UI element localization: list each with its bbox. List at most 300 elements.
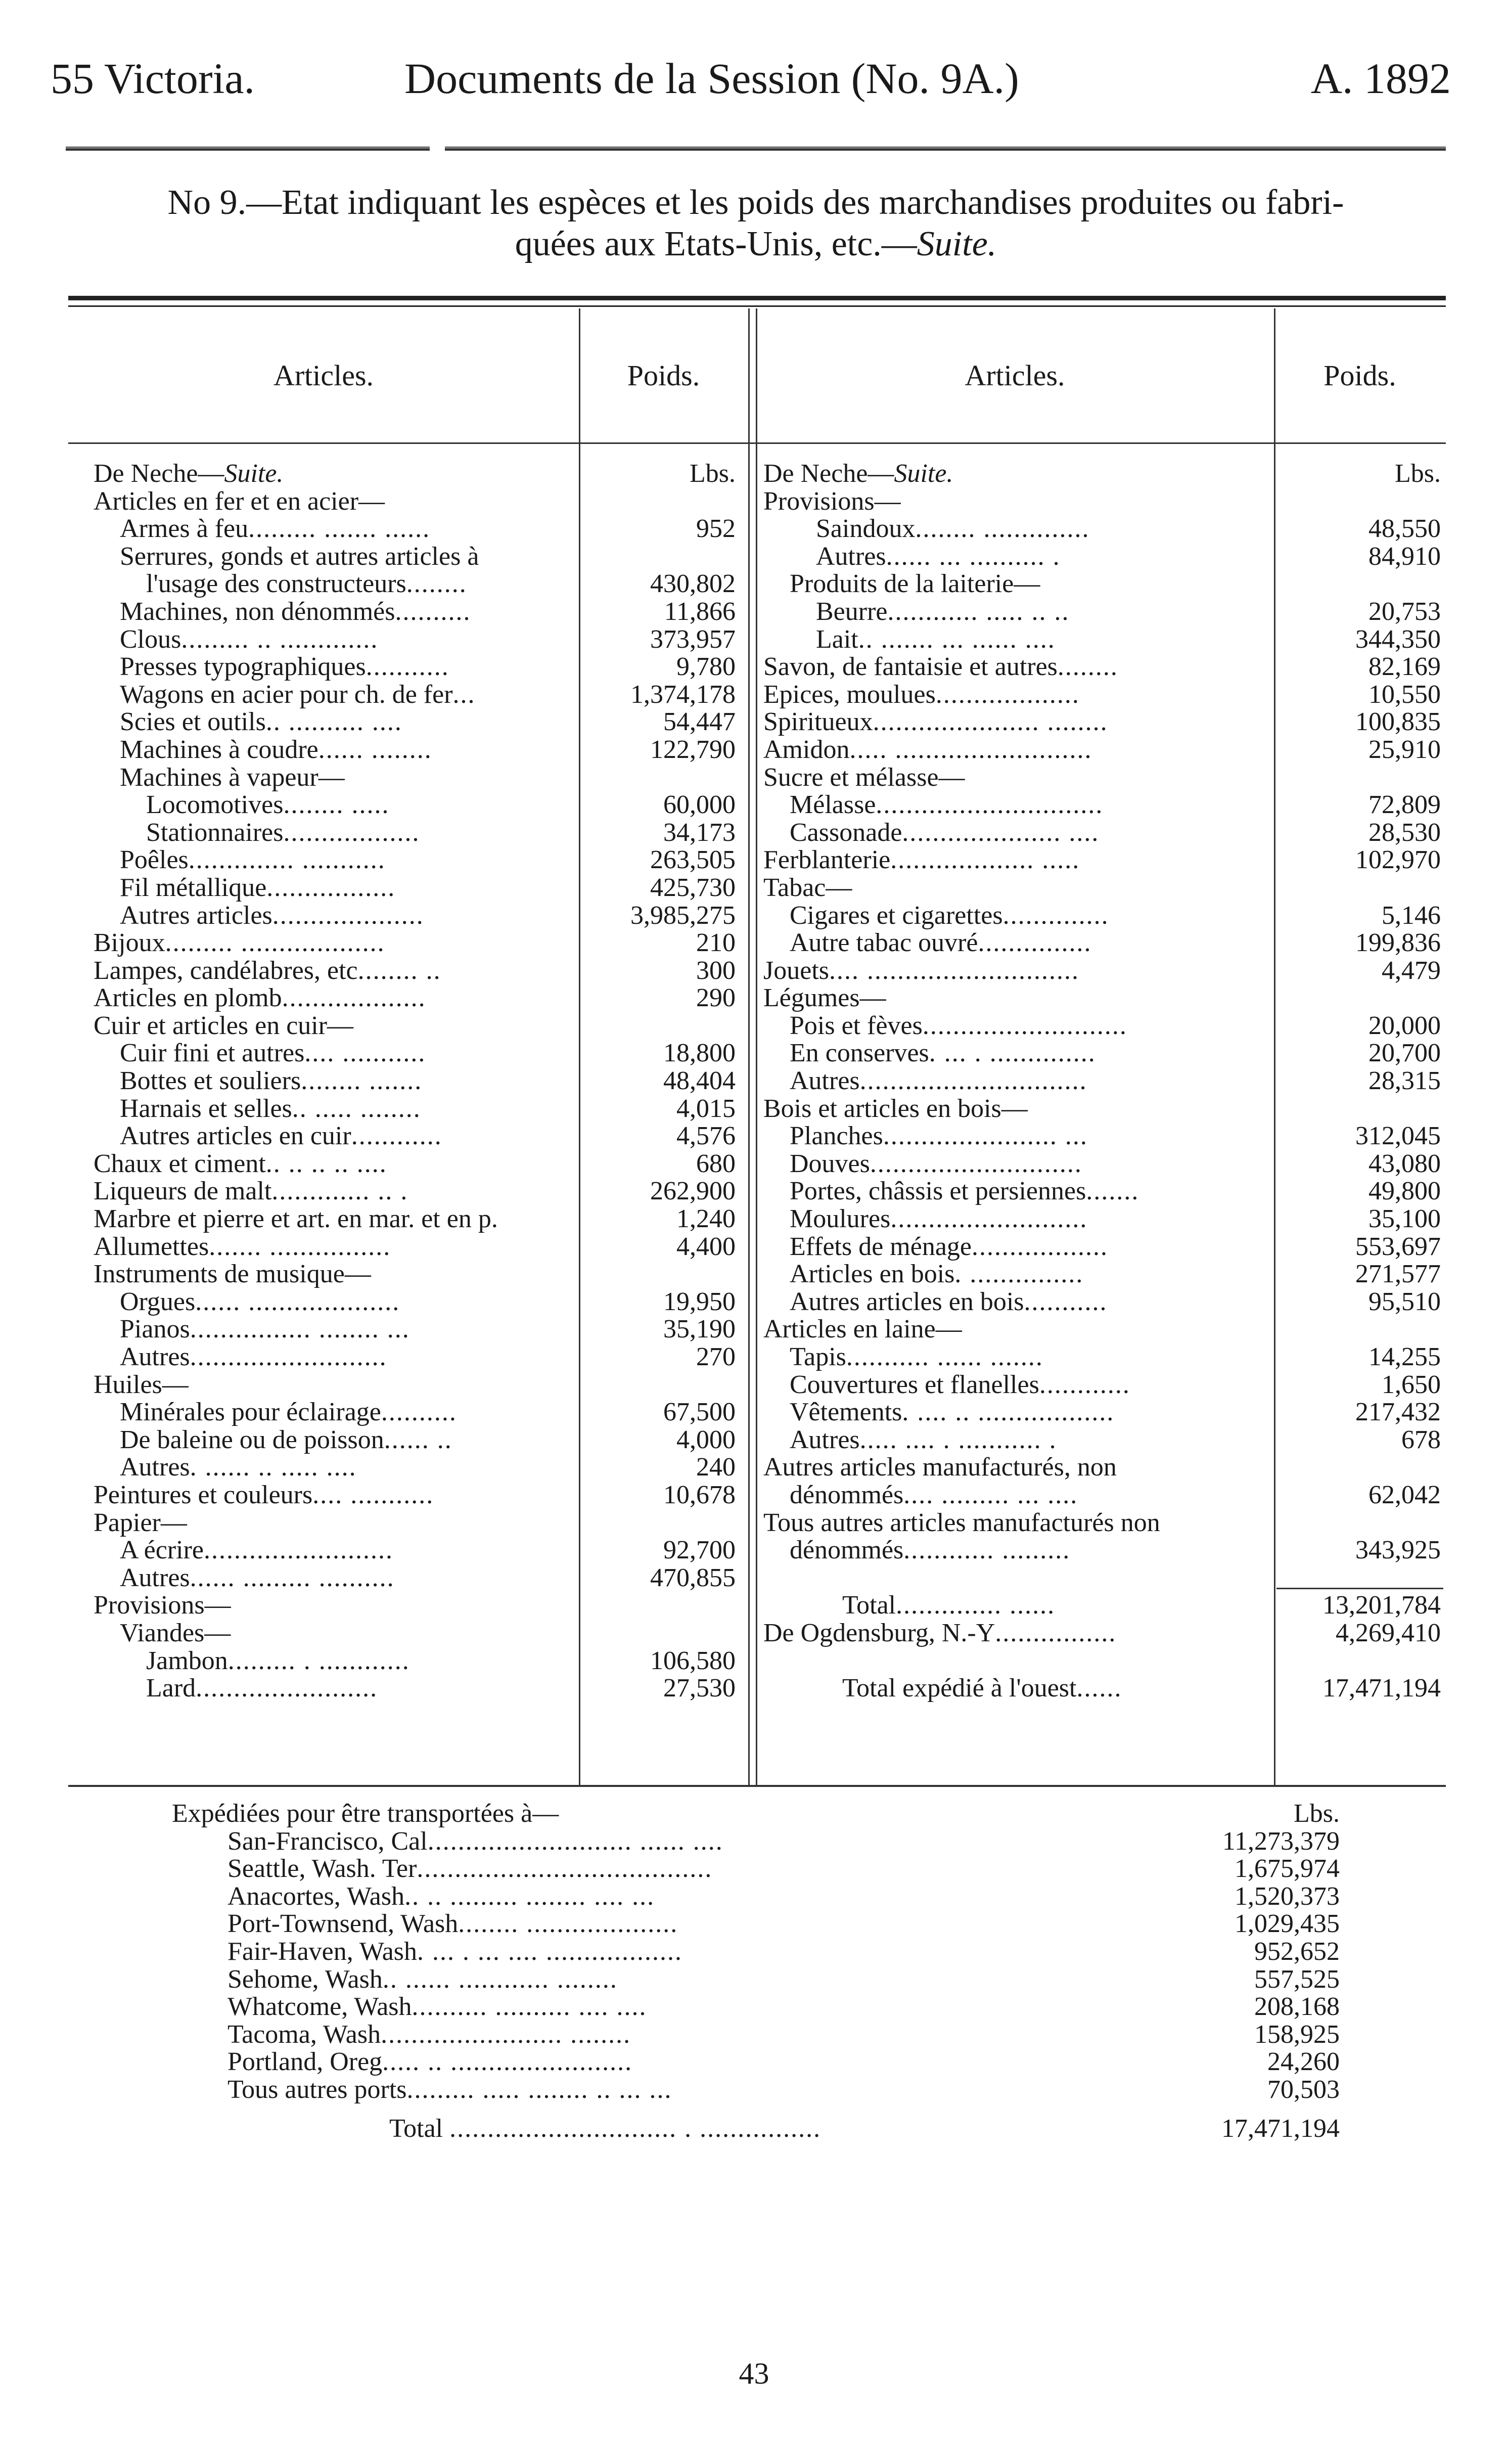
article-text: Articles en plomb	[94, 983, 282, 1013]
weight-value: 290	[696, 983, 736, 1013]
table-row	[94, 1620, 576, 1647]
weight-value: 54,447	[663, 707, 736, 737]
article-text: Peintures et couleurs	[94, 1480, 313, 1509]
article-label	[94, 1123, 442, 1150]
shipment-destination: San-Francisco, Cal	[227, 1826, 428, 1856]
leader-dots: ..................	[283, 818, 420, 847]
table-row	[94, 1261, 576, 1288]
weight-value: 952	[696, 514, 736, 544]
leader-dots: ...... ... .......... .	[886, 542, 1061, 571]
table-row	[94, 1592, 576, 1620]
article-label	[94, 1564, 395, 1592]
leader-dots: ....................... ...	[883, 1122, 1088, 1151]
table-row	[763, 1261, 1271, 1288]
leader-dots: ........	[1057, 652, 1118, 682]
article-label	[763, 1288, 1108, 1316]
leader-dots: ........................... ...... ....	[427, 1826, 723, 1856]
article-text: Portes, châssis et persiennes	[790, 1177, 1086, 1206]
article-text: Machines, non dénommés	[120, 597, 395, 626]
weight-value: 34,173	[663, 818, 736, 847]
table-row	[94, 791, 576, 819]
article-text: Tabac—	[763, 873, 852, 902]
article-label	[763, 1371, 1130, 1399]
weight-value	[1276, 1316, 1441, 1343]
leader-dots: ......... ....... ......	[248, 514, 431, 544]
table-row	[94, 598, 576, 626]
leader-dots: . ... . ..............	[929, 1039, 1096, 1068]
article-text: Lard	[146, 1674, 196, 1703]
article-label	[94, 1288, 400, 1316]
weight-value	[1276, 488, 1441, 516]
title-line-2-italic: Suite.	[917, 225, 997, 263]
leader-dots: .. ....... ... ...... ....	[858, 624, 1056, 654]
weight-value: 344,350	[1355, 624, 1441, 654]
weight-value: 20,000	[1368, 1011, 1441, 1040]
article-text: Couvertures et flanelles	[790, 1370, 1039, 1399]
weight-value	[581, 1261, 736, 1288]
article-label	[94, 1233, 391, 1261]
article-label	[94, 1316, 410, 1343]
weight-value	[581, 1371, 736, 1399]
weight-value: 4,000	[676, 1425, 736, 1454]
table-row	[94, 819, 576, 847]
leader-dots: ........	[406, 569, 467, 599]
weight-value: 43,080	[1368, 1149, 1441, 1178]
weight-value: 48,404	[663, 1066, 736, 1096]
shipment-destination-group	[227, 1883, 655, 1911]
shipments-total-dots: .............................. . ................	[449, 2114, 821, 2143]
leader-dots: ...	[452, 680, 476, 709]
article-label	[763, 1261, 1083, 1288]
table-row	[94, 1675, 576, 1703]
article-text: dénommés	[790, 1536, 904, 1565]
column-divider	[579, 308, 580, 1785]
shipment-destination-group	[227, 1828, 723, 1856]
shipment-destination-group	[227, 2048, 632, 2076]
table-row	[763, 1509, 1271, 1537]
article-label	[94, 1647, 410, 1675]
article-label	[94, 1620, 231, 1647]
weight-value: 3,985,275	[630, 901, 736, 930]
leader-dots: ...........................	[922, 1011, 1127, 1040]
table-row	[94, 1205, 576, 1233]
weight-value: 210	[696, 928, 736, 958]
table-row	[94, 846, 576, 874]
table-row	[94, 1343, 576, 1371]
title-line-2-main: quées aux Etats-Unis, etc.—	[515, 225, 917, 263]
article-text: Autres articles	[120, 901, 272, 930]
leader-dots: .. .. ......... ........ .... ...	[404, 1881, 655, 1911]
leader-dots: .. .. .. .. ....	[265, 1149, 387, 1178]
article-text: Machines à vapeur—	[120, 763, 345, 792]
weight-value: 14,255	[1368, 1342, 1441, 1371]
article-label	[763, 1012, 1127, 1040]
leader-dots: .. ...... ............ ........	[382, 1964, 618, 1994]
shipment-weight: 208,168	[1254, 1992, 1340, 2022]
weight-value: 4,576	[676, 1122, 736, 1151]
article-text: Mélasse	[790, 790, 876, 820]
article-text: Armes à feu	[120, 514, 249, 544]
table-row	[763, 598, 1271, 626]
article-label	[94, 570, 467, 598]
table-row	[763, 1095, 1271, 1123]
subtotal-rule	[1276, 1588, 1443, 1589]
shipment-row	[172, 1883, 1340, 1911]
shipment-weight: 1,029,435	[1235, 1909, 1340, 1939]
header-articles-right: Articles.	[965, 359, 1065, 392]
table-row	[763, 488, 1271, 516]
table-row	[94, 1123, 576, 1150]
weight-value: 62,042	[1368, 1480, 1441, 1509]
article-text: Lampes, candélabres, etc	[94, 956, 358, 985]
article-text: Moulures	[790, 1204, 891, 1234]
article-label	[94, 653, 449, 681]
table-row	[763, 1647, 1271, 1675]
table-row	[763, 460, 1271, 488]
leader-dots: ...................... ........	[873, 707, 1108, 737]
weight-value: 5,146	[1382, 901, 1441, 930]
article-label	[763, 570, 1040, 598]
article-text: Provisions—	[763, 486, 901, 516]
leader-dots: ................... .....	[890, 845, 1080, 875]
article-text: Autres	[790, 1066, 860, 1096]
table-row	[763, 874, 1271, 902]
table-row	[94, 902, 576, 930]
leader-dots: ............	[1039, 1370, 1130, 1399]
leader-dots: ............................	[870, 1149, 1082, 1178]
article-label	[94, 819, 420, 847]
table-row	[763, 1067, 1271, 1095]
article-text: Cuir fini et autres	[120, 1039, 305, 1068]
shipments-unit: Lbs.	[1294, 1799, 1340, 1828]
column-divider	[748, 308, 750, 1785]
table-row	[763, 1040, 1271, 1067]
article-italic: Suite.	[224, 459, 284, 488]
table-row	[763, 736, 1271, 764]
article-text: Autres	[120, 1342, 190, 1371]
table-row	[763, 1123, 1271, 1150]
weight-value: 1,374,178	[630, 680, 736, 709]
article-label	[763, 929, 1091, 957]
leader-dots: ........................	[196, 1674, 378, 1703]
weight-value: 10,678	[663, 1480, 736, 1509]
article-text: Fil métallique	[120, 873, 267, 902]
table-row	[763, 1316, 1271, 1343]
shipment-row	[172, 2076, 1340, 2104]
article-label	[94, 1537, 393, 1564]
left-weights-column	[581, 460, 736, 1703]
shipment-destination-group	[227, 1910, 678, 1938]
leader-dots: ........ ..............	[915, 514, 1090, 544]
article-text: De Neche—	[763, 459, 894, 488]
article-text: dénommés	[790, 1480, 904, 1509]
article-label	[94, 1592, 231, 1620]
article-text: Marbre et pierre et art. en mar. et en p.	[94, 1204, 498, 1234]
article-label	[763, 1095, 1028, 1123]
leader-dots: ...................	[282, 983, 426, 1013]
running-head-right: A. 1892	[1310, 54, 1451, 103]
weight-value	[581, 1620, 736, 1647]
table-row	[94, 515, 576, 543]
weight-value: 49,800	[1368, 1177, 1441, 1206]
leader-dots: .......	[1086, 1177, 1139, 1206]
table-row	[763, 1012, 1271, 1040]
leader-dots: ............. .. .	[271, 1177, 408, 1206]
article-text: Tous autres articles manufacturés non	[763, 1508, 1160, 1537]
table-row	[94, 1647, 576, 1675]
article-text: Bijoux	[94, 928, 165, 958]
leader-dots: ...... ....................	[195, 1287, 400, 1316]
article-label	[763, 791, 1103, 819]
table-row	[94, 626, 576, 654]
table-row	[94, 488, 576, 516]
table-row	[763, 957, 1271, 985]
table-row	[763, 543, 1271, 571]
table-row	[763, 1454, 1271, 1482]
article-text: Viandes—	[120, 1618, 231, 1647]
weight-value: 17,471,194	[1322, 1674, 1441, 1703]
article-label	[94, 708, 402, 736]
leader-dots: ...........	[365, 652, 449, 682]
weight-value: 122,790	[650, 735, 736, 764]
article-text: Serrures, gonds et autres articles à	[120, 542, 479, 571]
article-label	[763, 1454, 1117, 1482]
article-label	[763, 681, 1080, 709]
article-label	[763, 460, 953, 488]
article-label	[94, 1482, 434, 1509]
article-text: Effets de ménage	[790, 1232, 972, 1261]
table-row	[763, 1592, 1271, 1620]
table-row	[94, 1482, 576, 1509]
table-row	[763, 708, 1271, 736]
article-text: Autres	[120, 1453, 190, 1482]
shipment-destination-group	[227, 1855, 712, 1883]
article-text: Epices, moulues	[763, 680, 936, 709]
article-label	[763, 764, 965, 792]
leader-dots: ..............	[1002, 901, 1109, 930]
right-weights-column	[1276, 460, 1441, 1703]
article-text: Vêtements	[790, 1398, 902, 1427]
weight-value: 20,753	[1368, 597, 1441, 626]
weight-value: 35,100	[1368, 1204, 1441, 1234]
article-text: Autres	[816, 542, 886, 571]
article-label	[94, 1178, 408, 1205]
leader-dots: ............ .........	[903, 1536, 1071, 1565]
article-label	[763, 1316, 962, 1343]
article-label	[763, 1537, 1070, 1564]
weight-value: 20,700	[1368, 1039, 1441, 1068]
article-text: Autres	[790, 1425, 860, 1454]
article-text: Stationnaires	[146, 818, 284, 847]
table-row	[763, 1205, 1271, 1233]
weight-value: 271,577	[1355, 1260, 1441, 1289]
goods-table	[68, 308, 1446, 1785]
article-label	[94, 791, 390, 819]
table-row	[763, 984, 1271, 1012]
page-number: 43	[739, 2357, 769, 2390]
weight-value: 4,400	[676, 1232, 736, 1261]
article-text: Pois et fèves	[790, 1011, 923, 1040]
table-row	[94, 1067, 576, 1095]
table-row	[763, 1150, 1271, 1178]
header-poids-right: Poids.	[1323, 359, 1396, 392]
table-row	[763, 515, 1271, 543]
article-label	[763, 488, 901, 516]
article-text: De baleine ou de poisson	[120, 1425, 384, 1454]
table-row	[763, 626, 1271, 654]
article-text: Autres articles en bois	[790, 1287, 1024, 1316]
article-label	[763, 543, 1061, 571]
leader-dots: ..............................	[876, 790, 1104, 820]
article-text: A écrire	[120, 1536, 204, 1565]
leader-dots: ...... ..	[384, 1425, 452, 1454]
article-text: Poêles	[120, 845, 189, 875]
shipment-weight: 952,652	[1254, 1937, 1340, 1966]
article-text: Liqueurs de malt	[94, 1177, 272, 1206]
article-label	[763, 1040, 1096, 1067]
article-label	[763, 1343, 1043, 1371]
header-articles-left: Articles.	[273, 359, 374, 392]
article-label	[763, 626, 1056, 654]
shipment-destination-group	[227, 2076, 672, 2104]
article-text: Cigares et cigarettes	[790, 901, 1003, 930]
table-row	[763, 1371, 1271, 1399]
article-label	[94, 957, 441, 985]
weight-value: 9,780	[676, 652, 736, 682]
weight-value	[581, 764, 736, 792]
right-articles-column	[763, 460, 1271, 1703]
article-text: Total	[842, 1591, 896, 1620]
article-label	[94, 1040, 426, 1067]
leader-dots: ..........................	[190, 1342, 387, 1371]
article-label	[763, 1675, 1122, 1703]
weight-value: 60,000	[663, 790, 736, 820]
table-row	[763, 819, 1271, 847]
shipments-heading: Expédiées pour être transportées à—	[172, 1799, 559, 1828]
table-row	[94, 736, 576, 764]
shipment-weight: 11,273,379	[1222, 1826, 1340, 1856]
article-label	[763, 846, 1080, 874]
leader-dots: ......... ..... ........ .. ... ...	[406, 2075, 672, 2104]
article-text: Sucre et mélasse—	[763, 763, 965, 792]
weight-value: 678	[1401, 1425, 1441, 1454]
weight-value: 217,432	[1355, 1398, 1441, 1427]
article-text: Ferblanterie	[763, 845, 891, 875]
article-label	[94, 874, 395, 902]
leader-dots: .... ...........	[312, 1480, 434, 1509]
leader-dots: ..........................	[890, 1204, 1088, 1234]
weight-value: 35,190	[663, 1315, 736, 1344]
leader-dots: ........ ..	[357, 956, 441, 985]
leader-dots: .. .......... ....	[265, 707, 402, 737]
leader-dots: ...... ........	[318, 735, 432, 764]
article-text: Tapis	[790, 1342, 846, 1371]
article-text: Harnais et selles	[120, 1094, 292, 1123]
article-text: Spiritueux	[763, 707, 873, 737]
table-row	[94, 1040, 576, 1067]
weight-value	[1276, 1454, 1441, 1482]
leader-dots: ...................	[935, 680, 1080, 709]
table-row	[763, 902, 1271, 930]
leader-dots: ..........	[395, 597, 471, 626]
article-text: Total expédié à l'ouest	[842, 1674, 1077, 1703]
leader-dots: ..... .... . ........... .	[859, 1425, 1057, 1454]
weight-value: Lbs.	[1395, 459, 1441, 488]
weight-value: 430,802	[650, 569, 736, 599]
leader-dots: ................ ........ ...	[190, 1315, 410, 1344]
title-line-1: No 9.—Etat indiquant les espèces et les poids des marchandises produites ou fabri-	[167, 183, 1344, 222]
article-label	[94, 846, 386, 874]
table-row	[94, 570, 576, 598]
article-text: Scies et outils	[120, 707, 266, 737]
article-text: Articles en laine—	[763, 1315, 962, 1344]
weight-value	[1276, 1647, 1441, 1675]
article-label	[763, 653, 1118, 681]
article-label	[763, 1233, 1108, 1261]
weight-value	[581, 1012, 736, 1040]
table-row	[94, 1288, 576, 1316]
weight-value: 1,240	[676, 1204, 736, 1234]
article-label	[94, 1675, 378, 1703]
title-line-2	[66, 223, 1446, 265]
article-label	[94, 1371, 189, 1399]
weight-value: 11,866	[664, 597, 736, 626]
article-text: Huiles—	[94, 1370, 189, 1399]
leader-dots: . ... . ... .... ..................	[417, 1937, 683, 1966]
table-row	[94, 653, 576, 681]
article-text: Produits de la laiterie—	[790, 569, 1040, 599]
article-label	[94, 488, 385, 516]
table-row	[94, 764, 576, 792]
shipment-destination-group	[227, 1993, 647, 2021]
article-label	[94, 460, 283, 488]
weight-value: 312,045	[1355, 1122, 1441, 1151]
leader-dots: .................	[266, 873, 396, 902]
leader-dots: ..........	[381, 1398, 457, 1427]
leader-dots: ............ ..... .. ..	[887, 597, 1070, 626]
weight-value: 270	[696, 1342, 736, 1371]
leader-dots: .... ......... ... ....	[903, 1480, 1078, 1509]
shipment-weight: 1,520,373	[1235, 1881, 1340, 1911]
article-text: Orgues	[120, 1287, 196, 1316]
article-label	[94, 929, 385, 957]
article-label	[94, 1067, 422, 1095]
article-text: Allumettes	[94, 1232, 209, 1261]
weight-value: 67,500	[663, 1398, 736, 1427]
weight-value	[581, 1592, 736, 1620]
article-label	[94, 543, 479, 571]
shipment-destination-group	[227, 1966, 618, 1994]
table-row	[763, 1288, 1271, 1316]
article-label	[94, 1454, 357, 1482]
weight-value: 106,580	[650, 1646, 736, 1675]
leader-dots: .............. ......	[896, 1591, 1056, 1620]
article-text: Savon, de fantaisie et autres	[763, 652, 1058, 682]
article-label	[763, 984, 886, 1012]
leader-dots: . ...... .. ..... ....	[190, 1453, 357, 1482]
article-label	[763, 1205, 1087, 1233]
article-text: Provisions—	[94, 1591, 231, 1620]
table-row	[94, 1012, 576, 1040]
article-text: Saindoux	[816, 514, 916, 544]
table-row	[94, 1537, 576, 1564]
article-label	[763, 819, 1099, 847]
table-row	[763, 1399, 1271, 1426]
article-label	[763, 902, 1109, 930]
weight-value: 1,650	[1382, 1370, 1441, 1399]
article-text: Articles en fer et en acier—	[94, 486, 385, 516]
shipment-destination: Anacortes, Wash	[227, 1881, 405, 1911]
